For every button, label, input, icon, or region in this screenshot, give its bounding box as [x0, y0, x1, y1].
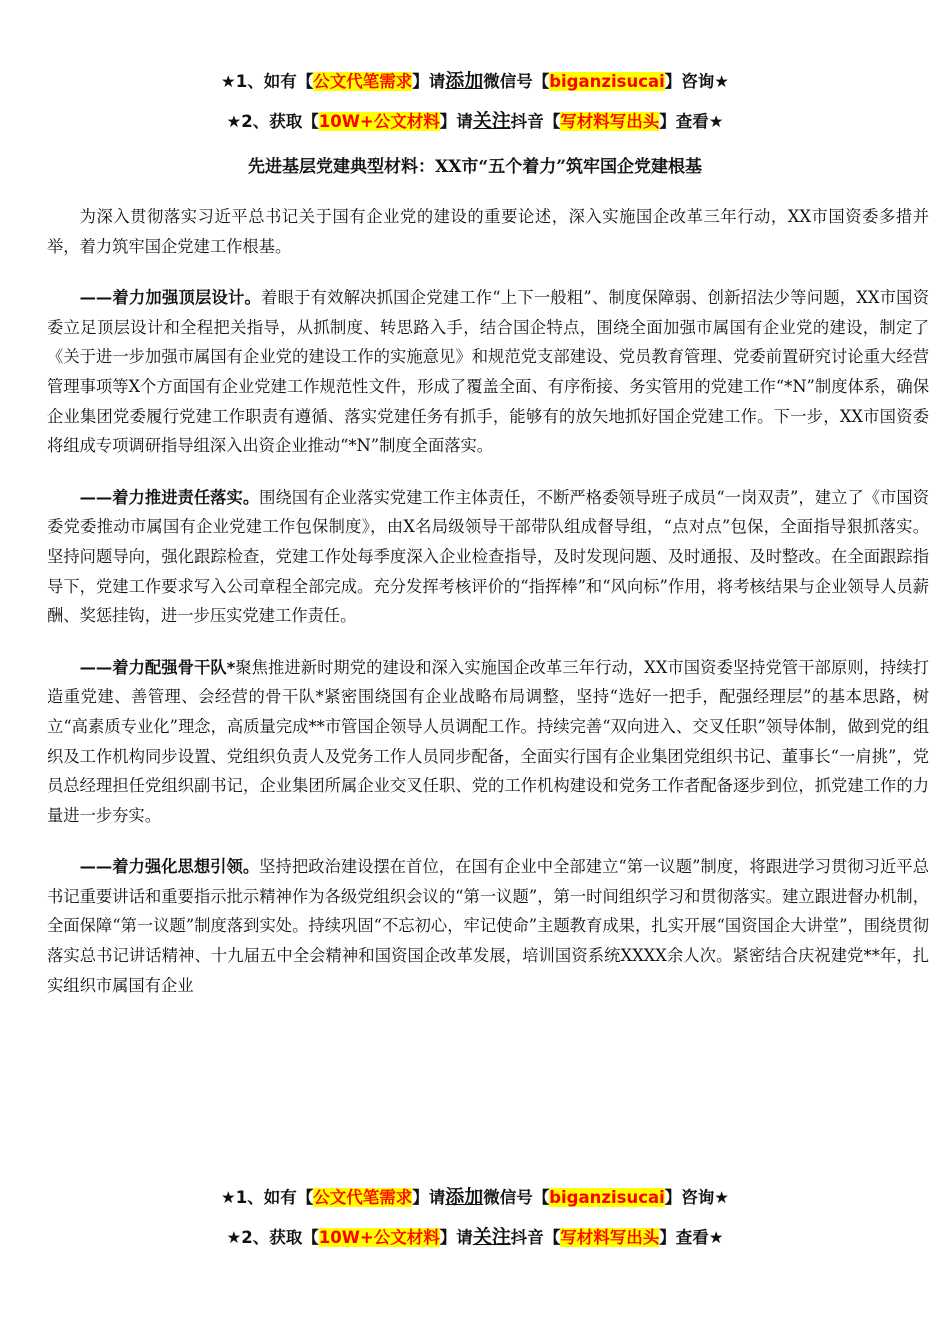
section-heading: ——着力配强骨干队* — [79, 657, 236, 677]
banner-emphasis: 关注 — [472, 1226, 511, 1248]
banner-text: 】请 — [412, 72, 446, 91]
promo-banner-bottom-line2 — [0, 1226, 950, 1249]
banner-emphasis: 添加 — [445, 1186, 484, 1208]
section-paragraph — [47, 483, 929, 631]
banner-text: 微信号【 — [483, 1188, 550, 1207]
banner-text: 】请 — [439, 112, 473, 131]
banner-text: 】请 — [439, 1228, 473, 1247]
banner-text: 】咨询★ — [664, 72, 730, 91]
section-paragraph — [47, 653, 929, 831]
intro-paragraph: 为深入贯彻落实习近平总书记关于国有企业党的建设的重要论述，深入实施国企改革三年行动，XX市国资委多措并举，着力筑牢国企党建工作根基。 — [47, 207, 929, 256]
banner-highlight: 公文代笔需求 — [313, 1188, 413, 1207]
banner-text: ★1、如有【 — [220, 1188, 314, 1207]
banner-highlight: 公文代笔需求 — [313, 72, 413, 91]
body-viewport — [47, 202, 929, 1041]
banner-highlight: 10W+公文材料 — [318, 112, 440, 131]
banner-douyin-id: 写材料写出头 — [560, 112, 660, 131]
promo-banner-top-line1 — [0, 70, 950, 93]
section-paragraph — [47, 852, 929, 1000]
section-text: 着眼于有效解决抓国企党建工作“上下一般粗”、制度保障弱、创新招法少等问题，XX市国资委立足顶层设计和全程把关指导，从抓制度、转思路入手，结合国企特点，围绕全面加强市属国有企业党的建设，制定了《关于进一步加强市属国有企业党的建设工作的实施意见》和规范党支部建设、党员教育管理、党委前置研究讨论重大经营管理事项等X个方面国有企业党建工作规范性文件，形成了覆盖全面、有序衔接、务实管用的党建工作“*N”制度体系，确保企业集团党委履行党建工作职责有遵循、落实党建任务有抓手，能够有的放矢地抓好国企党建工作。下一步，XX市国资委将组成专项调研指导组深入出资企业推动“*N”制度全面落实。 — [47, 288, 929, 456]
banner-text: 微信号【 — [483, 72, 550, 91]
section-text: 围绕国有企业落实党建工作主体责任，不断严格委领导班子成员“一岗双责”，建立了《市国资委党委推动市属国有企业党建工作包保制度》，由X名局级领导干部带队组成督导组，“点对点”包保，全面指导狠抓落实。坚持问题导向，强化跟踪检查，党建工作处每季度深入企业检查指导，及时发现问题、及时通报、及时整改。在全面跟踪指导下，党建工作要求写入公司章程全部完成。充分发挥考核评价的“指挥棒”和“风向标”作用，将考核结果与企业领导人员薪酬、奖惩挂钩，进一步压实党建工作责任。 — [47, 487, 929, 626]
banner-text: ★2、获取【 — [226, 112, 319, 131]
banner-text: ★2、获取【 — [226, 1228, 319, 1247]
banner-text: 】请 — [412, 1188, 446, 1207]
section-heading: ——着力强化思想引领。 — [79, 857, 260, 877]
document-title: 先进基层党建典型材料：XX市“五个着力”筑牢国企党建根基 — [248, 157, 702, 177]
section-text: 聚焦推进新时期党的建设和深入实施国企改革三年行动，XX市国资委坚持党管干部原则，持续打造重党建、善管理、会经营的骨干队*紧密围绕国有企业战略布局调整，坚持“选好一把手，配强经理层”的基本思路，树立“高素质专业化”理念，高质量完成**市管国企领导人员调配工作。持续完善“双向进入、交叉任职”领导体制，做到党的组织及工作机构同步设置、党组织负责人及党务工作人员同步配备，全面实行国有企业集团党组织书记、董事长“一肩挑”，党员总经理担任党组织副书记，企业集团所属企业交叉任职、党的工作机构建设和党务工作者配备逐步到位，抓党建工作的力量进一步夯实。 — [47, 657, 929, 825]
banner-text: 抖音【 — [510, 1228, 561, 1247]
banner-highlight: 10W+公文材料 — [318, 1228, 440, 1247]
banner-emphasis: 添加 — [445, 70, 484, 92]
banner-text: 】查看★ — [659, 112, 724, 131]
banner-douyin-id: 写材料写出头 — [560, 1228, 660, 1247]
banner-text: 】查看★ — [659, 1228, 724, 1247]
banner-text: 】咨询★ — [664, 1188, 730, 1207]
section-paragraph — [47, 283, 929, 461]
banner-wechat-id: biganzisucai — [549, 1188, 665, 1207]
banner-text: ★1、如有【 — [220, 72, 314, 91]
document-body — [47, 202, 929, 1041]
banner-emphasis: 关注 — [472, 110, 511, 132]
promo-banner-top-line2 — [0, 110, 950, 133]
section-heading: ——着力加强顶层设计。 — [79, 288, 262, 308]
promo-banner-bottom-line1 — [0, 1186, 950, 1209]
section-text: 坚持把政治建设摆在首位，在国有企业中全部建立“第一议题”制度，将跟进学习贯彻习近平总书记重要讲话和重要指示批示精神作为各级党组织会议的“第一议题”，第一时间组织学习和贯彻落实。建立跟进督办机制，全面保障“第一议题”制度落到实处。持续巩固“不忘初心，牢记使命”主题教育成果，扎实开展“国资国企大讲堂”，围绕贯彻落实总书记讲话精神、十九届五中全会精神和国资国企改革发展，培训国资系统XXXX余人次。紧密结合庆祝建党**年，扎实组织市属国有企业 — [47, 857, 929, 995]
section-heading: ——着力推进责任落实。 — [79, 487, 260, 507]
banner-wechat-id: biganzisucai — [549, 72, 665, 91]
banner-text: 抖音【 — [510, 112, 561, 131]
